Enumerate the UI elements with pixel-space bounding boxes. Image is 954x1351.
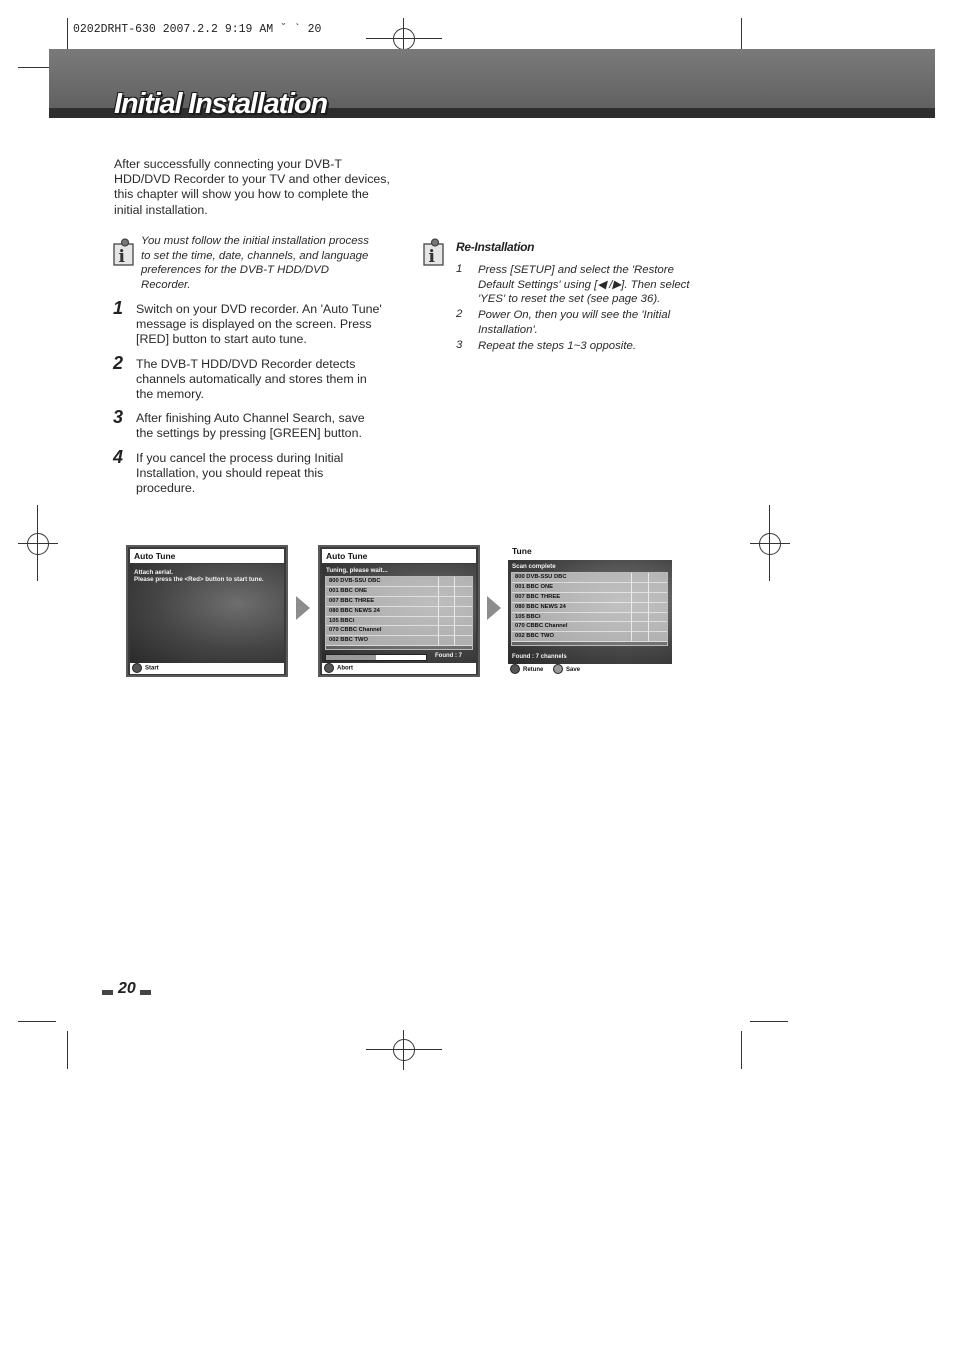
intro-paragraph: After successfully connecting your DVB-T HDD/DVD Recorder to your TV and other devices, this chapter will show you how to complete the initial installation. — [114, 157, 390, 217]
step-text: Switch on your DVD recorder. An 'Auto Tune' message is displayed on the screen. Press [RED] button to start auto tune. — [136, 302, 382, 347]
save-label: Save — [566, 667, 581, 673]
channel-row — [512, 583, 667, 593]
screen-body — [322, 564, 476, 663]
channel-row — [326, 626, 472, 636]
reinstall-step-number: 1 — [456, 263, 463, 275]
channel-name: 001 BBC ONE — [515, 583, 554, 590]
channel-name: 105 BBCi — [515, 613, 541, 620]
crop-mark — [18, 1021, 56, 1022]
screen-message: Please press the <Red> button to start tune. — [134, 576, 264, 583]
channel-name: 007 BBC THREE — [329, 597, 375, 604]
found-count: Found : 7 — [435, 653, 462, 659]
channel-row — [512, 622, 667, 632]
channel-name: 007 BBC THREE — [515, 593, 561, 600]
reinstall-step-number: 3 — [456, 339, 463, 351]
channel-column-divider — [631, 583, 632, 592]
channel-row — [326, 607, 472, 617]
channel-row — [512, 603, 667, 613]
channel-column-divider — [438, 577, 439, 586]
page-number-bar — [102, 990, 113, 995]
progress-bar — [325, 654, 427, 661]
channel-row — [326, 587, 472, 597]
info-icon — [113, 238, 135, 266]
red-button-icon — [510, 664, 520, 674]
channel-column-divider — [454, 617, 455, 626]
channel-list — [511, 572, 668, 646]
channel-row — [326, 577, 472, 587]
channel-column-divider — [438, 607, 439, 616]
channel-name: 002 BBC TWO — [329, 637, 368, 644]
page-title: Initial Installation — [114, 88, 327, 120]
registration-line — [403, 1030, 404, 1070]
channel-column-divider — [454, 587, 455, 596]
channel-column-divider — [648, 632, 649, 641]
channel-column-divider — [631, 603, 632, 612]
screen-title: Auto Tune — [130, 549, 284, 563]
channel-column-divider — [438, 587, 439, 596]
channel-column-divider — [631, 573, 632, 582]
channel-name: 080 BBC NEWS 24 — [329, 607, 380, 614]
channel-column-divider — [648, 593, 649, 602]
registration-line — [37, 505, 38, 581]
red-button-icon — [324, 663, 334, 673]
channel-row — [326, 636, 472, 646]
step-number: 1 — [113, 298, 124, 318]
channel-list — [325, 576, 473, 650]
tune-complete-screen — [508, 544, 672, 677]
step-text: After finishing Auto Channel Search, save the settings by pressing [GREEN] button. — [136, 411, 365, 441]
channel-row — [326, 597, 472, 607]
registration-line — [366, 1049, 442, 1050]
start-label: Start — [145, 665, 159, 672]
screen-body — [508, 560, 672, 664]
screen-footer — [322, 663, 476, 674]
channel-column-divider — [648, 583, 649, 592]
channel-column-divider — [454, 636, 455, 645]
channel-column-divider — [631, 613, 632, 622]
channel-column-divider — [648, 573, 649, 582]
progress-fill — [326, 655, 376, 660]
arrow-right-icon — [487, 596, 501, 620]
channel-column-divider — [438, 636, 439, 645]
red-button-icon — [132, 663, 142, 673]
registration-line — [769, 505, 770, 581]
registration-line — [366, 38, 442, 39]
screen-message: Attach aerial. — [134, 569, 173, 576]
channel-row — [512, 593, 667, 603]
note-text: You must follow the initial installation process to set the time, date, channels, and language preferences for the DVB-T HDD/DVD Recorder. — [141, 235, 369, 291]
registration-line — [18, 543, 58, 544]
channel-name: 070 CBBC Channel — [329, 627, 382, 634]
svg-text:i: i — [118, 247, 125, 266]
reinstallation-title: Re-Installation — [456, 240, 535, 254]
registration-mark — [759, 533, 781, 555]
found-count: Found : 7 channels — [512, 654, 567, 660]
arrow-right-icon — [296, 596, 310, 620]
channel-name: 800 DVB-SSU DBC — [329, 578, 381, 584]
channel-column-divider — [454, 607, 455, 616]
channel-name: 070 CBBC Channel — [515, 623, 568, 630]
screen-footer — [130, 663, 284, 674]
channel-column-divider — [438, 626, 439, 635]
registration-line — [750, 543, 790, 544]
tuning-screen — [318, 545, 480, 677]
page-number: 20 — [118, 980, 136, 997]
channel-name: 800 DVB-SSU DBC — [515, 574, 567, 580]
retune-label: Retune — [523, 667, 544, 673]
svg-text:i: i — [428, 247, 435, 266]
channel-name: 001 BBC ONE — [329, 587, 368, 594]
step-text: If you cancel the process during Initial Installation, you should repeat this procedure. — [136, 451, 344, 496]
step-number: 4 — [113, 447, 124, 467]
channel-name: 105 BBCi — [329, 617, 355, 624]
channel-column-divider — [631, 632, 632, 641]
registration-mark — [393, 1039, 415, 1061]
channel-row — [512, 613, 667, 623]
channel-column-divider — [438, 617, 439, 626]
channel-column-divider — [648, 613, 649, 622]
channel-row — [512, 573, 667, 583]
reinstall-step-text: Repeat the steps 1~3 opposite. — [478, 340, 637, 352]
scan-status: Scan complete — [512, 563, 556, 570]
info-icon — [423, 238, 445, 266]
channel-column-divider — [631, 622, 632, 631]
channel-column-divider — [438, 597, 439, 606]
channel-column-divider — [648, 622, 649, 631]
screen-body — [130, 564, 284, 663]
channel-column-divider — [454, 597, 455, 606]
crop-mark — [750, 1021, 788, 1022]
screen-title: Tune — [508, 544, 672, 560]
crop-mark — [67, 1031, 68, 1069]
tuning-status: Tuning, please wait... — [326, 567, 388, 574]
channel-name: 002 BBC TWO — [515, 633, 554, 640]
reinstall-step-number: 2 — [456, 308, 463, 320]
print-slug: 0202DRHT-630 2007.2.2 9:19 AM ˘ ` 20 — [73, 23, 322, 36]
green-button-icon — [553, 664, 563, 674]
channel-column-divider — [454, 577, 455, 586]
channel-name: 080 BBC NEWS 24 — [515, 603, 566, 610]
reinstall-step-text: Press [SETUP] and select the 'Restore Default Settings' using [◀ /▶]. Then select 'YES' to reset the set (see page 36). — [478, 264, 690, 306]
step-number: 3 — [113, 407, 124, 427]
channel-column-divider — [454, 626, 455, 635]
crop-mark — [741, 1031, 742, 1069]
step-text: The DVB-T HDD/DVD Recorder detects channels automatically and stores them in the memory. — [136, 357, 367, 402]
page-number-bar — [140, 990, 151, 995]
channel-row — [512, 632, 667, 642]
screen-footer — [508, 664, 672, 677]
abort-label: Abort — [337, 665, 353, 672]
channel-column-divider — [631, 593, 632, 602]
registration-mark — [393, 28, 415, 50]
step-number: 2 — [113, 353, 124, 373]
reinstall-step-text: Power On, then you will see the 'Initial Installation'. — [478, 309, 671, 336]
channel-row — [326, 617, 472, 627]
registration-mark — [27, 533, 49, 555]
screen-title: Auto Tune — [322, 549, 476, 563]
auto-tune-screen — [126, 545, 288, 677]
channel-column-divider — [648, 603, 649, 612]
